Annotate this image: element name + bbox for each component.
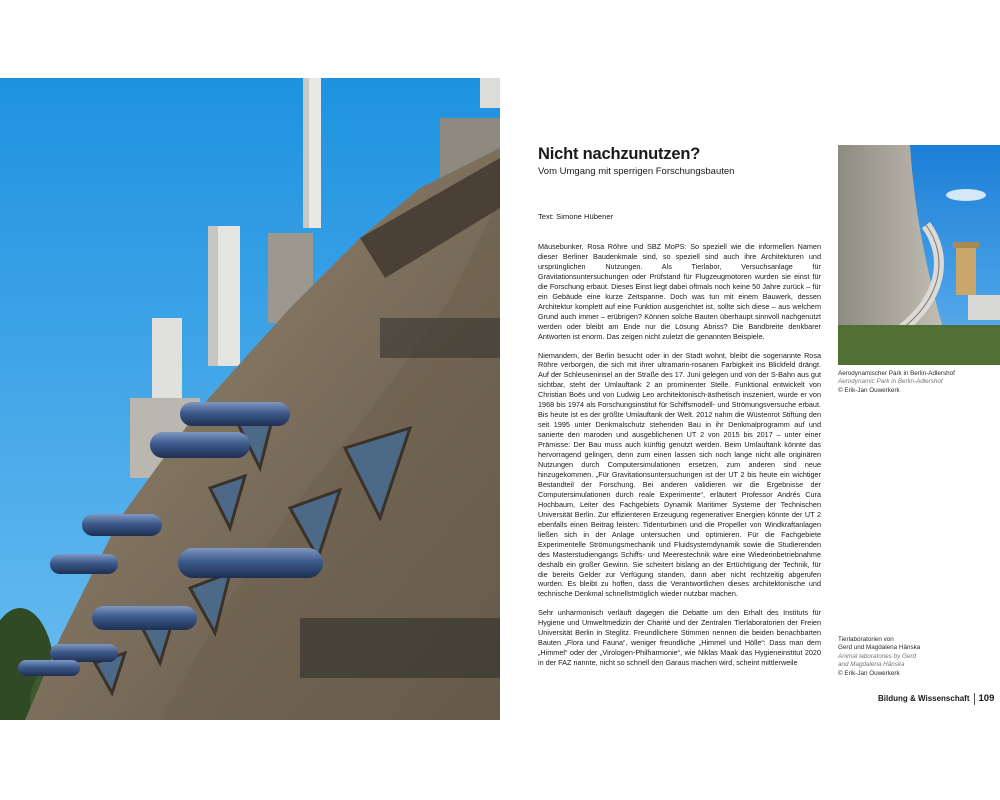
caption-en: and Magdalena Hänska — [838, 661, 905, 669]
caption-de: Tierlaboratorien von — [838, 636, 894, 643]
page-number: 109 — [978, 693, 995, 705]
photo-aerodynamic-park — [838, 145, 1000, 365]
page-footer — [878, 693, 994, 705]
paragraph: Niemandem, der Berlin besucht oder in der Stadt wohnt, bleibt die sogenannte Rosa Röhre verborgen, die sich mit ihrer ultramarin-rosanen Farbigkeit ins Blickfeld drängt. Auf der Schleuseninsel an der Straße des 17. Juni gelegen und von der S-Bahn aus gut sichtbar, steht der Umlauftank 2 an prominenter Stelle. Funktional entwickelt von Christian Boës und von Ludwig Leo architektonisch-ästhetisch inszeniert, wurde er von 1968 bis 1974 als Forschungsinstitut für Schiffsmodell- und Strömungsversuche erbaut. Bis heute ist es der größte Umlauftank der Welt. 2012 nahm die Wüstenrot Stiftung den seit 1995 unter Denkmalschutz stehenden Bau in ihr Denkmalprogramm auf und sanierte den maroden und ausgeblichenen UT 2 von 2015 bis 2017 – unter einer Prämisse: Der Bau muss auch künftig genutzt werden. Beim Umlauftank könnte das hervorragend gelingen, denn zum einen lassen sich noch lange nicht alle originären Nutzungen durch Computersimulationen ersetzen, zum anderen sind neue hinzugekommen. „Für Gravitationsuntersuchungen ist der UT 2 bis heute ein wichtiger Bestandteil der Forschung. Bei anderen validieren wir die Ergebnisse der Computersimulationen durch reale Experimente“, erläutert Professor Andrés Cura Hochbaum, Leiter des Fachgebiets Dynamik Maritimer Systeme der Technischen Universität Berlin. Zur effizienteren Erzeugung regenerativer Energien könnte der UT 2 ebenfalls einen Beitrag leisten: Tidenturbinen und die Propeller von Windkraftanlagen ließen sich in der Anlage untersuchen und optimieren. Für die Fachgebiete Experimentelle Strömungsmechanik und Fluidsystemdynamik sowie die Studierenden des Masterstudiengangs Schiffs- und Meerestechnik wäre eine Wiederinbetriebnahme deshalb ein großer Gewinn. Sie scheitert bislang an der Ertüchtigung der Technik, für die bereits Gelder zur Verfügung standen, dann aber nicht rechtzeitig abgerufen wurden. Es bleibt zu hoffen, dass die Verantwortlichen dieses architektonische und technische Denkmal schnellstmöglich wieder nutzbar machen. — [538, 350, 821, 599]
caption-credit: © Erik-Jan Ouwerkerk — [838, 386, 900, 394]
footer-divider — [974, 693, 975, 705]
caption-de: Aerodynamischer Park in Berlin-Adlershof — [838, 370, 955, 377]
article-body — [538, 242, 821, 677]
caption-de: Gerd und Magdalena Hänska — [838, 644, 921, 652]
paragraph: Mäusebunker, Rosa Röhre und SBZ MoPS: So speziell wie die informellen Namen dieser Berliner Baudenkmale sind, so speziell sind auch ihre Architekturen und ursprünglichen Nutzungen. Als Tierlabor, Versuchsanlage für Gravitationsuntersuchungen oder Prüfstand für Flugzeugmotoren wurden sie einst für die Forschung erbaut. Dieses Einst liegt dabei oftmals noch keine 50 Jahre zurück – für ein Gebäude eine kurze Zeitspanne. Doch was tun mit einem Bauwerk, dessen Architektur komplett auf eine Funktion ausgerichtet ist, sollte sich diese – aus welchem Grund auch immer – erübrigen? Können solche Bauten überhaupt sinnvoll nachgenutzt werden oder bleibt am Ende nur die Lösung Abriss? Die Bandbreite denkbarer Antworten ist enorm. Das zeigen nicht zuletzt die genannten Beispiele. — [538, 242, 821, 341]
caption-en: Aerodynamic Park in Berlin-Adlershof — [838, 378, 943, 386]
article-title: Nicht nachzunutzen? — [538, 145, 701, 163]
caption-animal-laboratories — [838, 636, 1000, 678]
article-subtitle: Vom Umgang mit sperrigen Forschungsbauten — [538, 166, 735, 177]
caption-credit: © Erik-Jan Ouwerkerk — [838, 669, 900, 677]
section-name: Bildung & Wissenschaft — [878, 694, 970, 704]
article-author: Text: Simone Hübener — [538, 212, 614, 221]
caption-en: Animal laboratories by Gerd — [838, 652, 917, 660]
caption-aerodynamic-park — [838, 370, 1000, 395]
paragraph: Sehr unharmonisch verläuft dagegen die Debatte um den Erhalt des Instituts für Hygiene und Umweltmedizin der Charité und der Zentralen Tierlaboratorien der Freien Universität Berlin in Steglitz. Freundlichere Stimmen nennen die beiden benachbarten Bauten „Flora und Fauna“, weniger freundliche „Himmel und Hölle“: Dass man dem „Himmel“ oder der „Virologen-Philharmonie“, wie Niklas Maak das Hygieneinstitut 2020 in der FAZ nannte, nicht so schnell den Garaus machen wird, scheint mittlerweile — [538, 608, 821, 668]
photo-animal-laboratories — [0, 78, 500, 720]
